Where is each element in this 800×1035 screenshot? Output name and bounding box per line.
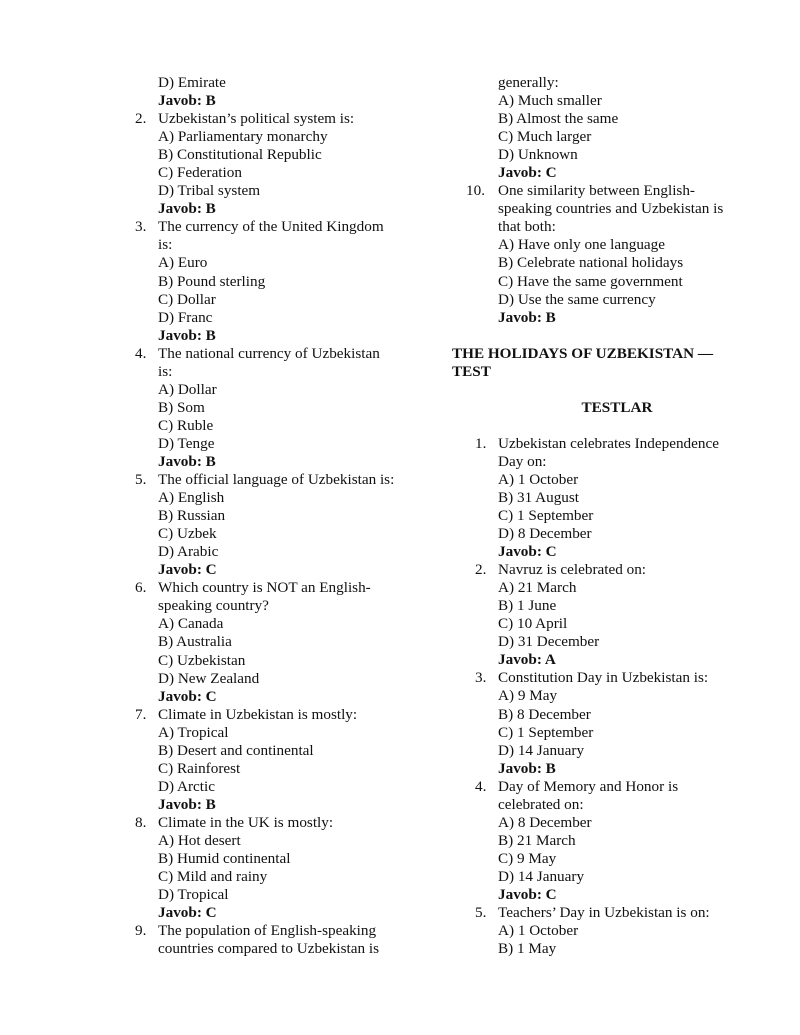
question-stem — [475, 435, 752, 471]
right-carry-over — [452, 74, 752, 182]
question-text-line: that both: — [498, 218, 556, 236]
question-item — [135, 579, 425, 705]
answer-option: A) Much smaller — [498, 92, 602, 110]
answer-option: D) 31 December — [498, 633, 600, 651]
answer-key: Javob: C — [498, 543, 557, 561]
question-text — [498, 561, 752, 579]
question-number: 3. — [135, 218, 147, 236]
question-text-line: Constitution Day in Uzbekistan is: — [498, 669, 709, 687]
question-item — [135, 814, 425, 922]
answer-option: A) 9 May — [498, 687, 558, 705]
answer-option: A) Have only one language — [498, 236, 666, 254]
question-number: 8. — [135, 813, 147, 831]
answer-option: C) Mild and rainy — [158, 868, 268, 886]
question-stem — [135, 706, 425, 724]
question-text-line: Which country is NOT an English- — [158, 579, 371, 597]
question-item — [135, 922, 425, 958]
answer-option: B) 1 June — [498, 597, 557, 615]
question-stem — [135, 345, 425, 381]
question-text-line: The population of English-speaking — [158, 922, 377, 940]
section-heading-line-2: TEST — [452, 362, 491, 380]
question-item — [135, 345, 425, 471]
answer-option: B) 1 May — [498, 940, 557, 958]
answer-option: B) Russian — [158, 507, 226, 525]
question-item — [475, 435, 752, 561]
answer-option: C) Uzbekistan — [158, 651, 246, 669]
answer-option: C) Federation — [158, 164, 242, 182]
answer-option: D) Tribal system — [158, 182, 261, 200]
answer-option: B) Almost the same — [498, 110, 619, 128]
answer-key: Javob: B — [158, 795, 216, 813]
answer-option: A) 21 March — [498, 579, 577, 597]
answer-key: Javob: C — [158, 561, 217, 579]
question-text — [158, 814, 425, 832]
question-item — [475, 904, 752, 958]
question-text-line: speaking countries and Uzbekistan is — [498, 200, 724, 218]
left-column — [135, 74, 425, 958]
question-text-line: The official language of Uzbekistan is: — [158, 471, 395, 489]
question-stem — [135, 579, 425, 615]
question-stem — [135, 110, 425, 128]
question-text-line: is: — [158, 236, 173, 254]
answer-key: Javob: C — [498, 885, 557, 903]
carry-over-line: generally: — [498, 74, 559, 91]
answer-option: D) Unknown — [498, 146, 578, 164]
question-10 — [452, 182, 752, 326]
answer-option: C) Dollar — [158, 290, 216, 308]
question-text-line: One similarity between English- — [498, 182, 695, 200]
answer-option: B) Som — [158, 398, 205, 416]
answer-option: C) 10 April — [498, 615, 568, 633]
question-text — [158, 471, 425, 489]
question-text-line: Teachers’ Day in Uzbekistan is on: — [498, 904, 710, 922]
answer-option: A) English — [158, 489, 225, 507]
answer-option: D) Tropical — [158, 886, 229, 904]
question-number: 10. — [466, 182, 485, 200]
question-text-line: Climate in Uzbekistan is mostly: — [158, 705, 358, 723]
answer-option: A) Dollar — [158, 380, 217, 398]
question-number: 6. — [135, 579, 147, 597]
answer-key: Javob: A — [498, 651, 556, 669]
answer-key: Javob: B — [158, 326, 216, 344]
question-number: 3. — [475, 669, 487, 687]
question-text-line: Day on: — [498, 452, 547, 470]
question-number: 2. — [135, 110, 147, 128]
question-stem — [475, 669, 752, 687]
question-text-line: countries compared to Uzbekistan is — [158, 940, 379, 958]
question-stem — [475, 778, 752, 814]
answer-option: D) 14 January — [498, 741, 585, 759]
section-heading — [452, 345, 752, 381]
question-text — [498, 778, 752, 814]
question-number: 1. — [475, 434, 487, 452]
answer-key: Javob: C — [158, 904, 217, 922]
question-item — [135, 218, 425, 344]
question-number: 9. — [135, 922, 147, 940]
question-item — [475, 669, 752, 777]
question-text-line: is: — [158, 362, 173, 380]
question-text — [498, 182, 752, 236]
answer-key: Javob: B — [498, 308, 556, 326]
answer-option: B) 8 December — [498, 705, 591, 723]
answer-option: A) Hot desert — [158, 831, 241, 849]
question-stem — [135, 922, 425, 958]
answer-option: B) Constitutional Republic — [158, 146, 322, 164]
answer-option: C) 1 September — [498, 723, 594, 741]
answer-option: A) Euro — [158, 254, 208, 272]
question-stem — [135, 814, 425, 832]
answer-option: B) Celebrate national holidays — [498, 254, 684, 272]
answer-option: D) Arabic — [158, 543, 219, 561]
answer-option: A) 1 October — [498, 922, 579, 940]
right-question-list — [452, 435, 752, 958]
question-text — [158, 706, 425, 724]
question-stem — [135, 471, 425, 489]
answer-option: B) 21 March — [498, 831, 576, 849]
carry-over-options — [475, 92, 752, 164]
carry-over-answer: Javob: C — [498, 164, 557, 182]
answer-option: A) Canada — [158, 615, 224, 633]
question-text-line: Uzbekistan’s political system is: — [158, 110, 355, 128]
question-stem — [466, 182, 752, 236]
answer-option: C) Uzbek — [158, 525, 217, 543]
answer-option: D) 14 January — [498, 867, 585, 885]
section-subheading: TESTLAR — [581, 398, 653, 416]
answer-option: B) 31 August — [498, 488, 580, 506]
question-number: 4. — [475, 777, 487, 795]
answer-option: A) Tropical — [158, 723, 229, 741]
answer-key: Javob: B — [158, 200, 216, 218]
question-number: 5. — [475, 904, 487, 922]
answer-option: D) 8 December — [498, 525, 592, 543]
question-text-line: The national currency of Uzbekistan — [158, 344, 380, 362]
answer-option: C) Much larger — [498, 128, 592, 146]
question-item — [135, 706, 425, 814]
answer-option: C) 9 May — [498, 849, 557, 867]
question-number: 2. — [475, 561, 487, 579]
question-item — [475, 561, 752, 669]
carry-over-option: D) Emirate — [158, 74, 226, 91]
answer-option: D) Use the same currency — [498, 290, 656, 308]
question-text — [158, 345, 425, 381]
question-text-line: Navruz is celebrated on: — [498, 561, 647, 579]
carry-over-answer: Javob: B — [158, 92, 216, 110]
answer-key: Javob: B — [498, 759, 556, 777]
question-text-line: The currency of the United Kingdom — [158, 218, 384, 236]
question-stem — [135, 218, 425, 254]
question-item — [135, 110, 425, 218]
question-text-line: celebrated on: — [498, 795, 584, 813]
question-number: 4. — [135, 344, 147, 362]
right-column — [452, 74, 752, 958]
answer-option: B) Desert and continental — [158, 741, 314, 759]
section-heading-line-1: THE HOLIDAYS OF UZBEKISTAN — — [452, 344, 714, 362]
answer-option: B) Humid continental — [158, 850, 291, 868]
answer-option: D) Tenge — [158, 434, 215, 452]
question-text — [498, 669, 752, 687]
question-number: 7. — [135, 705, 147, 723]
answer-key: Javob: B — [158, 452, 216, 470]
answer-option: C) 1 September — [498, 506, 594, 524]
question-number: 5. — [135, 471, 147, 489]
question-text-line: speaking country? — [158, 597, 269, 615]
answer-option: C) Rainforest — [158, 759, 241, 777]
answer-option: B) Australia — [158, 633, 232, 651]
question-text — [498, 435, 752, 471]
question-text — [158, 218, 425, 254]
answer-option: A) Parliamentary monarchy — [158, 128, 328, 146]
answer-key: Javob: C — [158, 687, 217, 705]
answer-option: D) Arctic — [158, 777, 215, 795]
left-question-list — [135, 110, 425, 958]
question-item — [466, 182, 752, 326]
question-text — [158, 110, 425, 128]
question-text-line: Uzbekistan celebrates Independence — [498, 434, 719, 452]
answer-option: A) 8 December — [498, 813, 592, 831]
answer-option: D) Franc — [158, 308, 213, 326]
answer-option: D) New Zealand — [158, 669, 260, 687]
question-stem — [475, 904, 752, 922]
question-text-line: Day of Memory and Honor is — [498, 777, 679, 795]
question-text-line: Climate in the UK is mostly: — [158, 813, 334, 831]
question-text — [158, 579, 425, 615]
question-item — [135, 471, 425, 579]
question-text — [158, 922, 425, 958]
answer-option: C) Have the same government — [498, 272, 683, 290]
answer-option: B) Pound sterling — [158, 272, 266, 290]
answer-option: C) Ruble — [158, 416, 214, 434]
answer-option: A) 1 October — [498, 470, 579, 488]
question-stem — [475, 561, 752, 579]
question-text — [498, 904, 752, 922]
question-item — [475, 778, 752, 904]
